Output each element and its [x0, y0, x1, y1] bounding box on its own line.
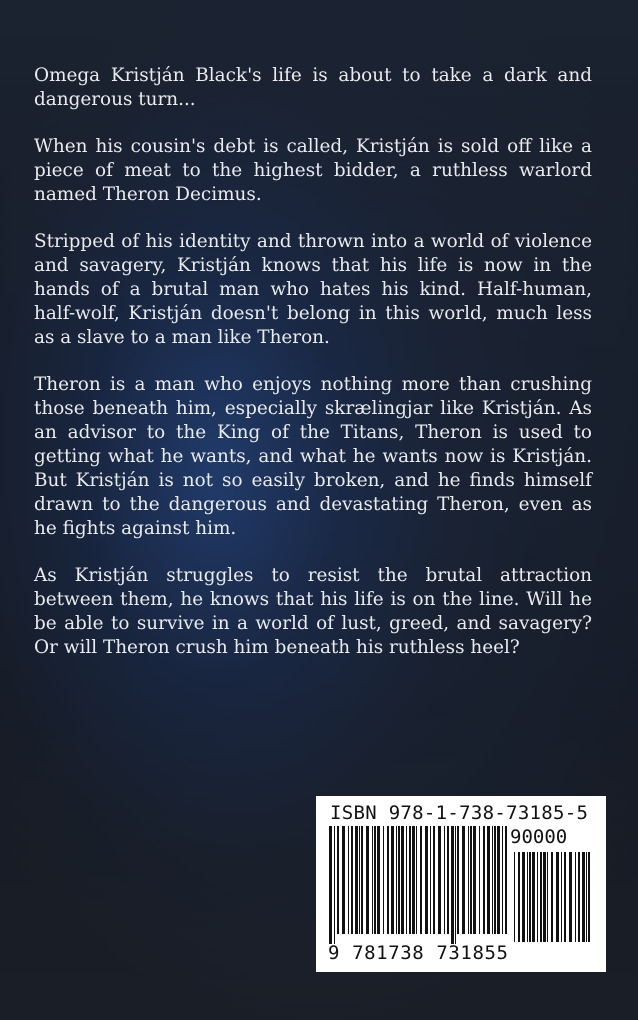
barcode-bar: [342, 826, 345, 934]
barcode-bar: [412, 826, 415, 934]
price-addon-barcode: [513, 852, 593, 952]
blurb-paragraph-2: When his cousin's debt is called, Kristján is sold off like a piece of meat to the highest bidder, a ruthless warlord named Theron Decimus.: [34, 136, 592, 205]
isbn-barcode-block: [316, 796, 606, 972]
ean-digits: 9 781738 731855: [328, 942, 509, 964]
barcode-bar: [438, 826, 441, 934]
barcode-bar: [334, 826, 335, 944]
barcode-bar: [502, 826, 503, 934]
barcode-bar: [497, 826, 500, 934]
isbn-label: ISBN 978-1-738-73185-5: [330, 802, 589, 824]
barcode-bar: [383, 826, 384, 934]
barcode-bar: [457, 826, 459, 934]
barcode-bar: [398, 826, 400, 934]
barcode-bar: [556, 852, 559, 942]
barcode-bar: [420, 826, 422, 934]
barcode-bar: [564, 852, 566, 942]
price-code: 90000: [510, 826, 568, 848]
barcode-bar: [355, 826, 358, 934]
barcode-bar: [518, 852, 520, 942]
barcode-bar: [447, 826, 449, 934]
ean13-barcode: [328, 826, 510, 944]
barcode-bar: [391, 826, 394, 934]
barcode-bar: [409, 826, 411, 934]
barcode-bar: [455, 826, 456, 944]
barcode-bar: [575, 852, 576, 942]
blurb-paragraph-4: Theron is a man who enjoys nothing more than crushing those beneath him, especially skrælingjar like Kristján. As an advisor to the King of the Titans, Theron is used to getting what he wants, and what he wants now is Kristján. But Kristján is not so easily broken, and he finds himself drawn to the dangerous and devastating Theron, even as he fights against him.: [34, 374, 592, 539]
barcode-bar: [430, 826, 431, 934]
blurb-paragraph-5: As Kristján struggles to resist the brutal attraction between them, he knows that his life is on the line. Will he be able to survive in a world of lust, greed, and savagery? Or will Theron crush him beneath his ruthless heel?: [34, 565, 592, 658]
barcode-bar: [540, 852, 542, 942]
barcode-bar: [470, 826, 472, 934]
barcode-bar: [406, 826, 407, 934]
barcode-bar: [337, 826, 339, 934]
barcode-bar: [377, 826, 380, 934]
blurb-paragraph-1: Omega Kristján Black's life is about to take a dark and dangerous turn...: [34, 65, 592, 110]
barcode-bar: [492, 826, 493, 934]
barcode-bar: [527, 852, 528, 942]
barcode-bar: [348, 826, 349, 934]
barcode-bar: [416, 826, 417, 934]
barcode-bar: [444, 826, 445, 934]
barcode-bar: [361, 826, 363, 934]
barcode-bar: [468, 826, 469, 934]
barcode-bar: [387, 826, 389, 934]
barcode-bar: [514, 852, 515, 942]
barcode-bar: [582, 852, 585, 942]
barcode-bar: [329, 826, 332, 944]
barcode-bar: [537, 852, 538, 942]
barcode-bar: [529, 852, 531, 942]
barcode-bar: [569, 852, 572, 942]
barcode-bar: [359, 826, 360, 934]
barcode-bar: [487, 826, 490, 934]
barcode-bar: [586, 852, 587, 942]
blurb-paragraph-3: Stripped of his identity and thrown into a world of violence and savagery, Kristján knows that his life is now in the hands of a brutal man who hates his kind. Half-human, half-wolf, Kristján doesn't belong in this world, much less as a slave to a man like Theron.: [34, 231, 592, 348]
barcode-bar: [494, 826, 496, 934]
barcode-bar: [505, 826, 507, 934]
barcode-bar: [366, 826, 369, 934]
barcode-bar: [351, 826, 353, 934]
barcode-bar: [479, 826, 480, 934]
barcode-bar: [588, 852, 590, 942]
barcode-bar: [547, 852, 548, 942]
barcode-bar: [578, 852, 580, 942]
barcode-bar: [561, 852, 562, 942]
barcode-bar: [374, 826, 376, 934]
back-cover-blurb: [34, 64, 592, 683]
barcode-bar: [396, 826, 397, 934]
barcode-bar: [483, 826, 485, 934]
barcode-bar: [543, 852, 546, 942]
barcode-bar: [532, 852, 535, 942]
barcode-bar: [425, 826, 428, 934]
barcode-bar: [522, 852, 525, 942]
barcode-bar: [473, 826, 476, 934]
barcode-bar: [401, 826, 404, 934]
barcode-bar: [372, 826, 373, 934]
barcode-bar: [433, 826, 435, 934]
barcode-bar: [462, 826, 465, 934]
barcode-bar: [551, 852, 553, 942]
barcode-bar: [451, 826, 454, 944]
